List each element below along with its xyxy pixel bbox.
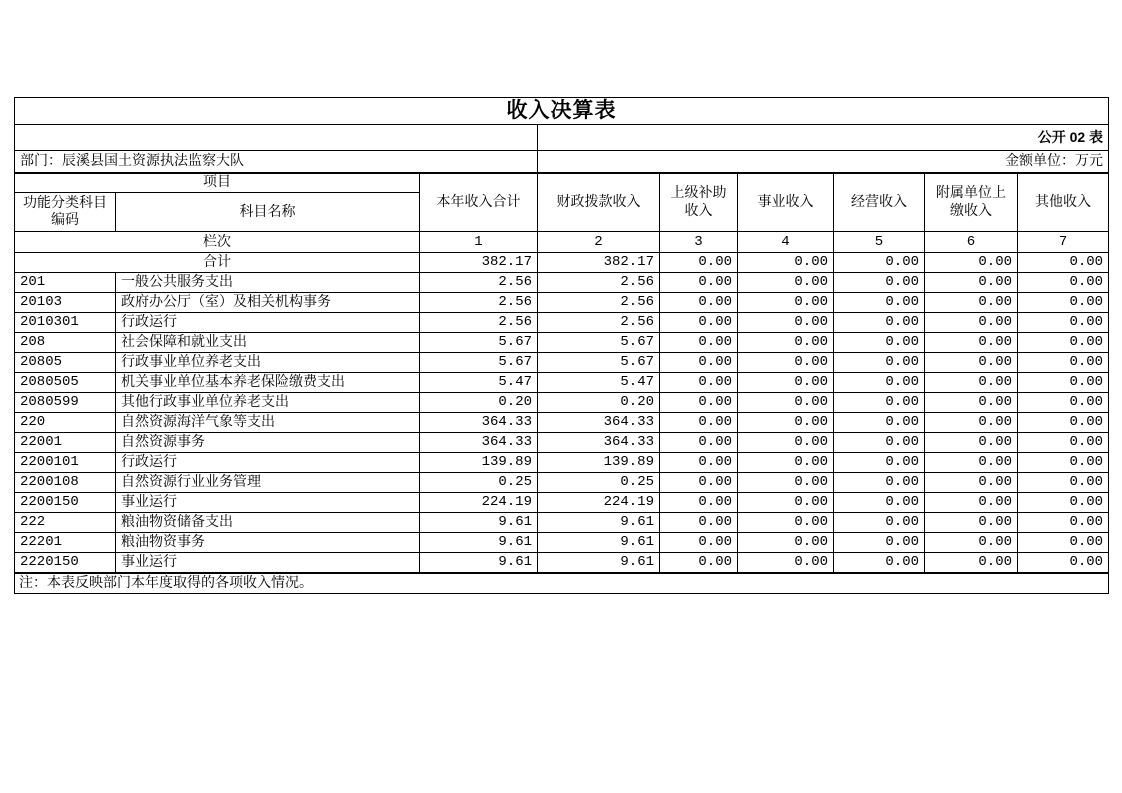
cell-value: 5.67 [538, 353, 660, 373]
column-index-row [15, 232, 1109, 253]
cell-value: 0.00 [738, 453, 834, 473]
table-row [15, 473, 1109, 493]
cell-value: 0.00 [925, 553, 1018, 573]
cell-value: 0.00 [834, 333, 925, 353]
cell-value: 2.56 [420, 273, 538, 293]
col-header-subject-name: 科目名称 [116, 193, 420, 232]
table-body [15, 253, 1109, 573]
cell-value: 0.00 [738, 253, 834, 273]
cell-value: 0.00 [660, 273, 738, 293]
cell-value: 0.00 [1018, 433, 1109, 453]
cell-value: 0.00 [1018, 533, 1109, 553]
table-row [15, 293, 1109, 313]
col-number: 6 [925, 232, 1018, 253]
cell-value: 9.61 [420, 553, 538, 573]
cell-function-code: 20805 [15, 353, 116, 373]
cell-total-label: 合计 [15, 253, 420, 273]
cell-subject-name: 行政运行 [116, 313, 420, 333]
meta-row-department [15, 151, 1109, 173]
cell-value: 0.00 [738, 393, 834, 413]
cell-value: 0.00 [660, 293, 738, 313]
cell-value: 0.00 [1018, 373, 1109, 393]
cell-value: 364.33 [420, 413, 538, 433]
cell-value: 0.00 [834, 373, 925, 393]
cell-value: 0.00 [925, 273, 1018, 293]
lanci-label: 栏次 [15, 232, 420, 253]
cell-function-code: 2080505 [15, 373, 116, 393]
cell-value: 0.00 [834, 533, 925, 553]
cell-value: 224.19 [538, 493, 660, 513]
cell-value: 0.00 [738, 473, 834, 493]
cell-value: 0.00 [738, 533, 834, 553]
cell-function-code: 208 [15, 333, 116, 353]
cell-subject-name: 事业运行 [116, 553, 420, 573]
cell-function-code: 2200101 [15, 453, 116, 473]
cell-value: 0.00 [834, 353, 925, 373]
cell-value: 0.00 [660, 453, 738, 473]
cell-function-code: 2220150 [15, 553, 116, 573]
cell-value: 2.56 [538, 273, 660, 293]
cell-value: 0.00 [660, 353, 738, 373]
note-text: 注：本表反映部门本年度取得的各项收入情况。 [15, 573, 1109, 594]
col-number: 4 [738, 232, 834, 253]
cell-function-code: 2080599 [15, 393, 116, 413]
cell-value: 0.00 [834, 273, 925, 293]
cell-subject-name: 其他行政事业单位养老支出 [116, 393, 420, 413]
col-header-superior-subsidy: 上级补助收入 [660, 173, 738, 232]
cell-value: 0.00 [925, 493, 1018, 513]
table-row [15, 353, 1109, 373]
cell-value: 0.00 [925, 393, 1018, 413]
cell-value: 0.00 [738, 433, 834, 453]
income-table [14, 97, 1109, 594]
cell-value: 0.20 [538, 393, 660, 413]
col-header-fiscal-appropriation: 财政拨款收入 [538, 173, 660, 232]
cell-value: 0.00 [834, 393, 925, 413]
cell-value: 0.00 [1018, 353, 1109, 373]
cell-value: 139.89 [420, 453, 538, 473]
cell-value: 364.33 [538, 413, 660, 433]
cell-value: 0.25 [420, 473, 538, 493]
document-page [14, 97, 1108, 594]
cell-subject-name: 政府办公厅（室）及相关机构事务 [116, 293, 420, 313]
cell-value: 5.67 [420, 333, 538, 353]
cell-value: 0.00 [738, 353, 834, 373]
cell-value: 0.00 [738, 373, 834, 393]
cell-value: 0.00 [834, 433, 925, 453]
cell-value: 0.00 [738, 553, 834, 573]
cell-value: 0.00 [834, 253, 925, 273]
cell-value: 0.00 [834, 513, 925, 533]
cell-value: 0.00 [925, 473, 1018, 493]
col-header-total-income: 本年收入合计 [420, 173, 538, 232]
page-title: 收入决算表 [15, 98, 1109, 125]
cell-value: 364.33 [420, 433, 538, 453]
cell-subject-name: 事业运行 [116, 493, 420, 513]
table-row [15, 273, 1109, 293]
cell-value: 0.00 [925, 373, 1018, 393]
table-row [15, 333, 1109, 353]
cell-value: 0.00 [1018, 273, 1109, 293]
cell-value: 0.00 [738, 273, 834, 293]
cell-value: 0.00 [660, 493, 738, 513]
cell-value: 0.00 [925, 453, 1018, 473]
cell-function-code: 2200150 [15, 493, 116, 513]
cell-value: 0.00 [1018, 553, 1109, 573]
cell-value: 0.00 [925, 313, 1018, 333]
cell-value: 0.00 [660, 313, 738, 333]
cell-value: 0.00 [925, 333, 1018, 353]
cell-value: 382.17 [538, 253, 660, 273]
cell-value: 364.33 [538, 433, 660, 453]
cell-value: 0.00 [1018, 493, 1109, 513]
cell-value: 5.67 [420, 353, 538, 373]
cell-function-code: 2200108 [15, 473, 116, 493]
cell-value: 0.00 [1018, 513, 1109, 533]
cell-value: 0.00 [925, 293, 1018, 313]
table-row [15, 533, 1109, 553]
cell-value: 0.00 [834, 313, 925, 333]
cell-value: 2.56 [420, 313, 538, 333]
col-number: 7 [1018, 232, 1109, 253]
cell-subject-name: 粮油物资储备支出 [116, 513, 420, 533]
cell-function-code: 2010301 [15, 313, 116, 333]
cell-value: 9.61 [538, 533, 660, 553]
cell-function-code: 220 [15, 413, 116, 433]
cell-value: 0.00 [1018, 253, 1109, 273]
cell-value: 0.20 [420, 393, 538, 413]
cell-value: 2.56 [538, 293, 660, 313]
col-header-function-code: 功能分类科目编码 [15, 193, 116, 232]
cell-value: 0.25 [538, 473, 660, 493]
cell-value: 0.00 [834, 473, 925, 493]
cell-function-code: 222 [15, 513, 116, 533]
cell-value: 0.00 [738, 313, 834, 333]
cell-function-code: 201 [15, 273, 116, 293]
table-row [15, 493, 1109, 513]
cell-value: 0.00 [660, 393, 738, 413]
table-row [15, 393, 1109, 413]
title-row [15, 98, 1109, 125]
table-code-label: 公开 02 表 [538, 125, 1109, 151]
col-number: 1 [420, 232, 538, 253]
cell-value: 0.00 [660, 553, 738, 573]
cell-subject-name: 机关事业单位基本养老保险缴费支出 [116, 373, 420, 393]
cell-subject-name: 粮油物资事务 [116, 533, 420, 553]
cell-value: 0.00 [925, 533, 1018, 553]
cell-value: 5.67 [538, 333, 660, 353]
cell-subject-name: 一般公共服务支出 [116, 273, 420, 293]
cell-value: 0.00 [1018, 333, 1109, 353]
cell-value: 0.00 [1018, 473, 1109, 493]
cell-value: 2.56 [420, 293, 538, 313]
cell-value: 0.00 [1018, 293, 1109, 313]
col-header-project: 项目 [15, 173, 420, 193]
cell-value: 0.00 [660, 333, 738, 353]
col-header-business-income: 事业收入 [738, 173, 834, 232]
col-number: 5 [834, 232, 925, 253]
col-number: 3 [660, 232, 738, 253]
meta-row-table-code [15, 125, 1109, 151]
meta-empty-cell [15, 125, 538, 151]
cell-value: 5.47 [538, 373, 660, 393]
table-row [15, 413, 1109, 433]
cell-value: 224.19 [420, 493, 538, 513]
cell-value: 0.00 [1018, 393, 1109, 413]
cell-value: 9.61 [420, 533, 538, 553]
cell-function-code: 22001 [15, 433, 116, 453]
cell-value: 0.00 [660, 433, 738, 453]
table-row [15, 453, 1109, 473]
cell-value: 5.47 [420, 373, 538, 393]
cell-value: 0.00 [660, 373, 738, 393]
cell-subject-name: 自然资源事务 [116, 433, 420, 453]
table-row [15, 553, 1109, 573]
table-row [15, 253, 1109, 273]
cell-value: 0.00 [834, 453, 925, 473]
cell-value: 0.00 [834, 493, 925, 513]
cell-subject-name: 社会保障和就业支出 [116, 333, 420, 353]
header-row-project [15, 173, 1109, 193]
cell-value: 139.89 [538, 453, 660, 473]
cell-value: 0.00 [738, 493, 834, 513]
cell-value: 0.00 [738, 513, 834, 533]
department-label: 部门：辰溪县国土资源执法监察大队 [15, 151, 538, 173]
cell-subject-name: 行政运行 [116, 453, 420, 473]
cell-value: 382.17 [420, 253, 538, 273]
cell-value: 0.00 [925, 353, 1018, 373]
col-header-other-income: 其他收入 [1018, 173, 1109, 232]
cell-value: 0.00 [738, 413, 834, 433]
cell-value: 0.00 [660, 533, 738, 553]
note-row [15, 573, 1109, 594]
col-header-affiliate-remit: 附属单位上缴收入 [925, 173, 1018, 232]
cell-value: 0.00 [834, 413, 925, 433]
cell-function-code: 20103 [15, 293, 116, 313]
cell-value: 0.00 [660, 253, 738, 273]
cell-value: 0.00 [834, 553, 925, 573]
cell-value: 9.61 [538, 553, 660, 573]
cell-value: 9.61 [538, 513, 660, 533]
table-row [15, 433, 1109, 453]
cell-value: 0.00 [925, 413, 1018, 433]
cell-value: 0.00 [738, 293, 834, 313]
cell-value: 0.00 [660, 473, 738, 493]
cell-value: 0.00 [1018, 453, 1109, 473]
amount-unit-label: 金额单位：万元 [538, 151, 1109, 173]
cell-subject-name: 自然资源海洋气象等支出 [116, 413, 420, 433]
cell-function-code: 22201 [15, 533, 116, 553]
cell-value: 0.00 [834, 293, 925, 313]
cell-value: 0.00 [925, 513, 1018, 533]
cell-value: 0.00 [660, 413, 738, 433]
cell-value: 0.00 [925, 253, 1018, 273]
cell-value: 0.00 [660, 513, 738, 533]
col-header-operating-income: 经营收入 [834, 173, 925, 232]
cell-value: 0.00 [738, 333, 834, 353]
cell-value: 0.00 [1018, 313, 1109, 333]
table-row [15, 373, 1109, 393]
cell-subject-name: 行政事业单位养老支出 [116, 353, 420, 373]
col-number: 2 [538, 232, 660, 253]
cell-value: 2.56 [538, 313, 660, 333]
table-row [15, 313, 1109, 333]
table-row [15, 513, 1109, 533]
cell-value: 0.00 [925, 433, 1018, 453]
cell-value: 0.00 [1018, 413, 1109, 433]
cell-subject-name: 自然资源行业业务管理 [116, 473, 420, 493]
cell-value: 9.61 [420, 513, 538, 533]
